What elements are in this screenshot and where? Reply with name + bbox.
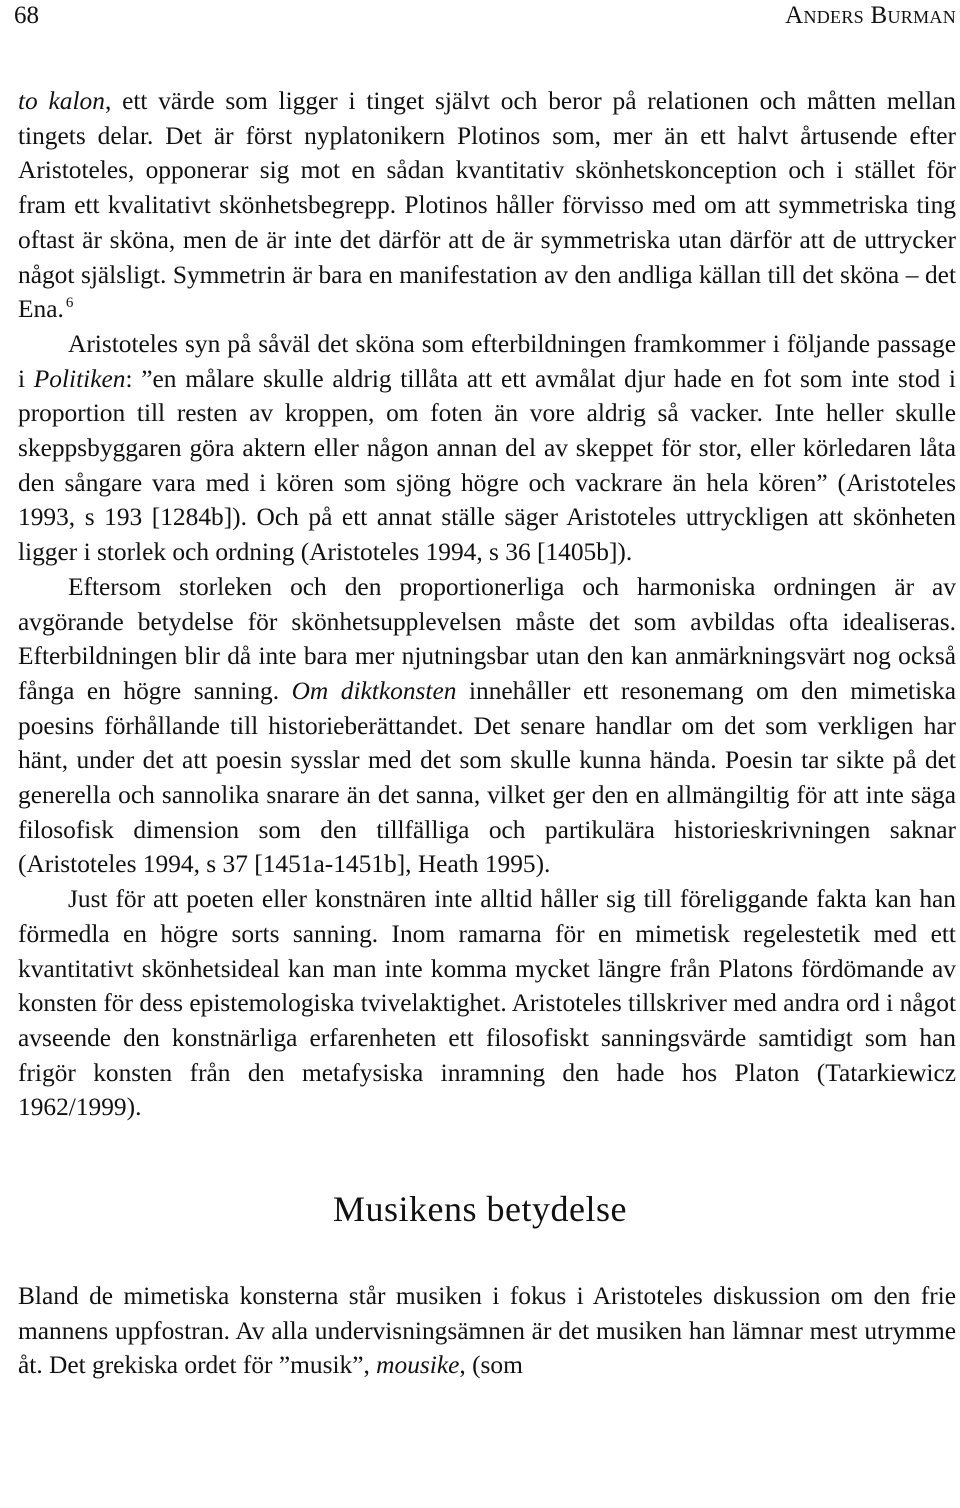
section-heading: Musikens betydelse	[333, 1189, 627, 1229]
paragraph	[18, 882, 956, 1125]
page-number: 68	[14, 2, 39, 29]
text-run: innehåller ett resonemang om den mimetiska poesins förhållande till historieberättandet. Det senare handlar om det som verkligen har hänt, under det att poesin sysslar med det som skulle kunna hända. Poesin tar sikte på det generella och sannolika snarare än det sanna, vilket ger den en allmängiltig för att inte säga filosofisk dimension som den tillfälliga och partikulära historieskrivningen saknar (Aristoteles 1994, s 37 [1451a-1451b], Heath 1995).	[18, 676, 956, 879]
footnote-marker: 6	[65, 295, 74, 312]
page-header	[0, 0, 960, 36]
italic-text: Om diktkonsten	[291, 676, 457, 705]
text-run: : ”en målare skulle aldrig tillåta att ett avmålat djur hade en fot som inte stod i proportion till resten av kroppen, om foten än vore aldrig så vacker. Inte heller skulle skeppsbyggaren göra aktern eller någon annan del av skeppet för stor, eller körledaren låta den sångare vara med i kören som sjöng högre och vackrare än hela kören” (Aristoteles 1993, s 193 [1284b]). Och på ett annat ställe säger Aristoteles uttryckligen att skönheten ligger i storlek och ordning (Aristoteles 1994, s 36 [1405b]).	[18, 364, 956, 567]
text-run: Bland de mimetiska konsterna står musiken i fokus i Aristoteles diskussion om den frie mannens uppfostran. Av alla undervisningsämnen är det musiken han lämnar mest utrymme åt. Det grekiska ordet för ”musik”,	[18, 1282, 956, 1380]
paragraph	[18, 570, 956, 882]
paragraph	[18, 84, 956, 327]
italic-text: to kalon	[18, 87, 105, 115]
paragraph	[18, 327, 956, 570]
text-run: Aristoteles syn på såväl det sköna som efterbildningen framkommer i följande passage i	[18, 329, 956, 393]
body-text	[18, 84, 956, 1125]
italic-text: mousike	[376, 1351, 460, 1380]
italic-text: Politiken	[33, 364, 126, 393]
text-run: , (som	[459, 1351, 523, 1380]
section-body-text	[18, 1279, 956, 1383]
text-run: , ett värde som ligger i tinget självt och beror på relationen och måtten mellan tingets delar. Det är först nyplatonikern Plotinos som, mer än ett halvt årtusende efter Aristoteles, opponerar sig mot en sådan kvantitativ skönhetskonception och i stället för fram ett kvalitativt skönhetsbegrepp. Plotinos håller förvisso med om att symmetriska ting oftast är sköna, men de är inte det därför att de är symmetriska utan därför att de uttrycker något själsligt. Symmetrin är bara en manifestation av den andliga källan till det sköna – det Ena.	[18, 87, 956, 324]
text-run: Eftersom storleken och den proportionerliga och harmoniska ordningen är av avgörande betydelse för skönhetsupplevelsen måste det som avbildas ofta idealiseras. Efterbildningen blir då inte bara mer njutningsbar utan den kan anmärkningsvärt nog också fånga en högre sanning.	[18, 572, 956, 705]
paragraph	[18, 1279, 956, 1383]
running-head: Anders Burman	[785, 2, 956, 29]
text-run: Just för att poeten eller konstnären inte alltid håller sig till föreliggande fakta kan han förmedla en högre sorts sanning. Inom ramarna för en mimetisk regelestetik med ett kvantitativt skönhetsideal kan man inte komma mycket längre från Platons fördömande av konsten för dess epistemologiska tvivelaktighet. Aristoteles tillskriver med andra ord i något avseende den konstnärliga erfarenheten ett filosofiskt sanningsvärde samtidigt som han frigör konsten från den metafysiska inramning den hade hos Platon (Tatarkiewicz 1962/1999).	[18, 885, 956, 1122]
